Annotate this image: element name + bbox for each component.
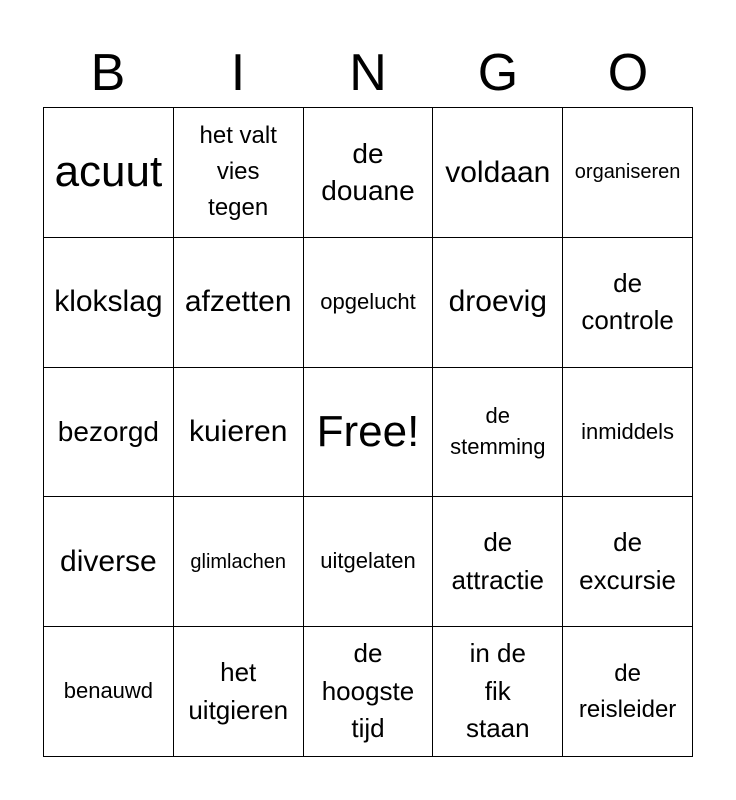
cell-text: uitgelaten — [320, 548, 416, 574]
header-letter-o: O — [607, 44, 649, 102]
bingo-cell-r2-c2[interactable] — [174, 238, 304, 368]
bingo-cell-r4-c3[interactable] — [304, 497, 434, 627]
cell-text: de hoogste tijd — [321, 638, 415, 744]
bingo-cell-r2-c3[interactable] — [304, 238, 434, 368]
header-letter-g: G — [477, 44, 519, 102]
bingo-cell-r5-c4[interactable] — [433, 627, 563, 757]
bingo-cell-r4-c2[interactable] — [174, 497, 304, 627]
cell-text: in de fik staan — [465, 638, 530, 744]
cell-text: inmiddels — [581, 418, 675, 444]
cell-text: de attractie — [451, 527, 545, 595]
bingo-cell-r3-c4[interactable] — [433, 368, 563, 498]
cell-text: de stemming — [450, 403, 546, 459]
cell-text: voldaan — [445, 155, 551, 189]
cell-text: het valt vies tegen — [199, 122, 277, 222]
cell-text: de reisleider — [578, 659, 677, 723]
cell-text: organiseren — [574, 161, 681, 184]
cell-text: bezorgd — [57, 416, 159, 448]
bingo-header — [43, 40, 693, 106]
header-letter-i: I — [230, 44, 246, 102]
header-letter-b: B — [90, 44, 126, 102]
cell-text: klokslag — [54, 285, 163, 319]
bingo-cell-r5-c3[interactable] — [304, 627, 434, 757]
header-letter-n: N — [349, 44, 387, 102]
bingo-cell-r3-c3[interactable] — [304, 368, 434, 498]
cell-text: kuieren — [188, 415, 288, 449]
bingo-cell-r4-c5[interactable] — [563, 497, 693, 627]
cell-text: benauwd — [63, 678, 154, 704]
cell-text: acuut — [54, 147, 163, 197]
cell-text: afzetten — [184, 285, 292, 319]
bingo-cell-r5-c5[interactable] — [563, 627, 693, 757]
bingo-cell-r4-c4[interactable] — [433, 497, 563, 627]
bingo-board — [43, 107, 693, 757]
cell-text: de douane — [321, 137, 415, 207]
bingo-cell-r5-c1[interactable] — [44, 627, 174, 757]
bingo-cell-r4-c1[interactable] — [44, 497, 174, 627]
bingo-cell-r1-c1[interactable] — [44, 108, 174, 238]
cell-text: droevig — [448, 285, 547, 319]
bingo-cell-r2-c4[interactable] — [433, 238, 563, 368]
cell-text: de excursie — [579, 527, 676, 595]
free-space: Free! — [316, 406, 420, 456]
bingo-cell-r1-c2[interactable] — [174, 108, 304, 238]
cell-text: de controle — [581, 267, 674, 336]
bingo-cell-r3-c5[interactable] — [563, 368, 693, 498]
bingo-cell-r3-c2[interactable] — [174, 368, 304, 498]
cell-text: opgelucht — [320, 288, 416, 314]
bingo-cell-r2-c5[interactable] — [563, 238, 693, 368]
bingo-cell-r1-c3[interactable] — [304, 108, 434, 238]
bingo-cell-r1-c5[interactable] — [563, 108, 693, 238]
bingo-cell-r5-c2[interactable] — [174, 627, 304, 757]
cell-text: diverse — [60, 545, 157, 579]
cell-text: het uitgieren — [188, 656, 289, 725]
bingo-cell-r1-c4[interactable] — [433, 108, 563, 238]
cell-text: glimlachen — [190, 550, 286, 573]
bingo-cell-r2-c1[interactable] — [44, 238, 174, 368]
bingo-cell-r3-c1[interactable] — [44, 368, 174, 498]
